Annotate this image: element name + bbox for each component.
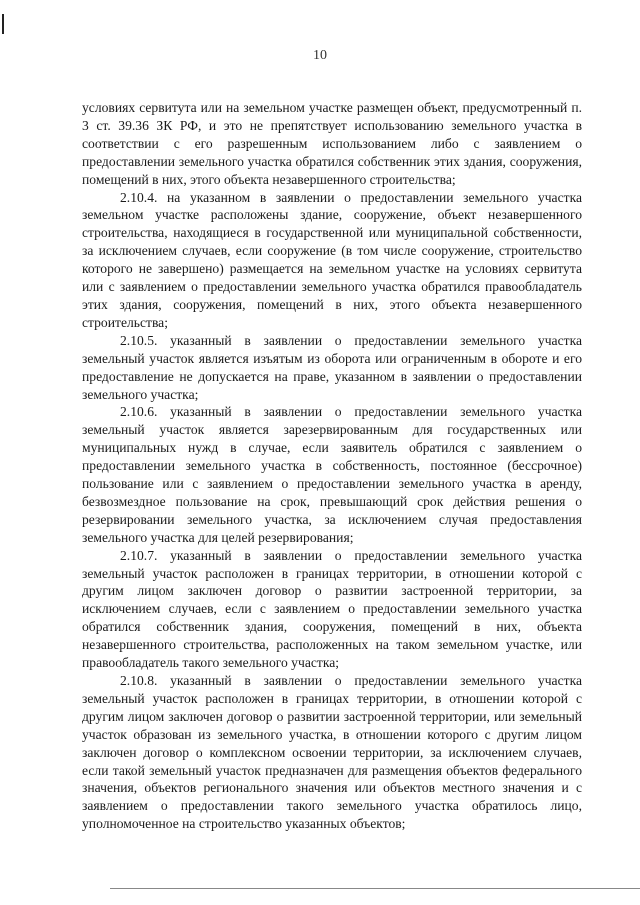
paragraph-2-10-8: 2.10.8. указанный в заявлении о предоставлении земельного участка земельный участок расположен в границах территории, в отношении которой с другим лицом заключен договор о развитии застроенной территории, или земельный участок образован из земельного участка, в отношении которого с другим лицом заключен договор о комплексном освоении территории, за исключением случаев, если такой земельный участок предназначен для размещения объектов федерального значения, объектов регионального значения или объектов местного значения и с заявлением о предоставлении такого земельного участка обратилось лицо, уполномоченное на строительство указанных объектов;: [82, 673, 582, 832]
document-body: [82, 99, 582, 833]
paragraph-2-10-7: 2.10.7. указанный в заявлении о предоставлении земельного участка земельный участок расположен в границах территории, в отношении которой с другим лицом заключен договор о развитии застроенной территории, за исключением случаев, если с заявлением о предоставлении земельного участка обратился собственник здания, сооружения, помещений в них, объекта незавершенного строительства, расположенных на таком земельном участке, или правообладатель такого земельного участка;: [82, 547, 582, 671]
paragraph-2-10-5: 2.10.5. указанный в заявлении о предоставлении земельного участка земельный участок является изъятым из оборота или ограниченным в обороте и его предоставление не допускается на праве, указанном в заявлении о предоставлении земельного участка;: [82, 332, 582, 402]
bottom-divider: [110, 888, 640, 889]
paragraph-2-10-6: 2.10.6. указанный в заявлении о предоставлении земельного участка земельный участок является зарезервированным для государственных или муниципальных нужд в случае, если заявитель обратился с заявлением о предоставлении земельного участка в собственность, постоянное (бессрочное) пользование или с заявлением о предоставлении земельного участка в аренду, безвозмездное пользование на срок, превышающий срок действия решения о резервировании земельного участка, за исключением случая предоставления земельного участка для целей резервирования;: [82, 404, 582, 545]
page-number: 10: [313, 48, 327, 63]
margin-mark: [2, 14, 4, 34]
paragraph-2-10-4: 2.10.4. на указанном в заявлении о предоставлении земельного участка земельном участке расположены здание, сооружение, объект незавершенного строительства, находящиеся в государственной или муниципальной собственности, за исключением случаев, если сооружение (в том числе сооружение, строительство которого не завершено) размещается на земельном участке на условиях сервитута или с заявлением о предоставлении земельного участка обратился правообладатель этих здания, сооружения, помещений в них, этого объекта незавершенного строительства;: [82, 189, 582, 330]
paragraph-continuation: условиях сервитута или на земельном участке размещен объект, предусмотренный п. 3 ст. 39.36 ЗК РФ, и это не препятствует использованию земельного участка в соответствии с его разрешенным использованием либо с заявлением о предоставлении земельного участка обратился собственник этих здания, сооружения, помещений в них, этого объекта незавершенного строительства;: [82, 100, 582, 187]
